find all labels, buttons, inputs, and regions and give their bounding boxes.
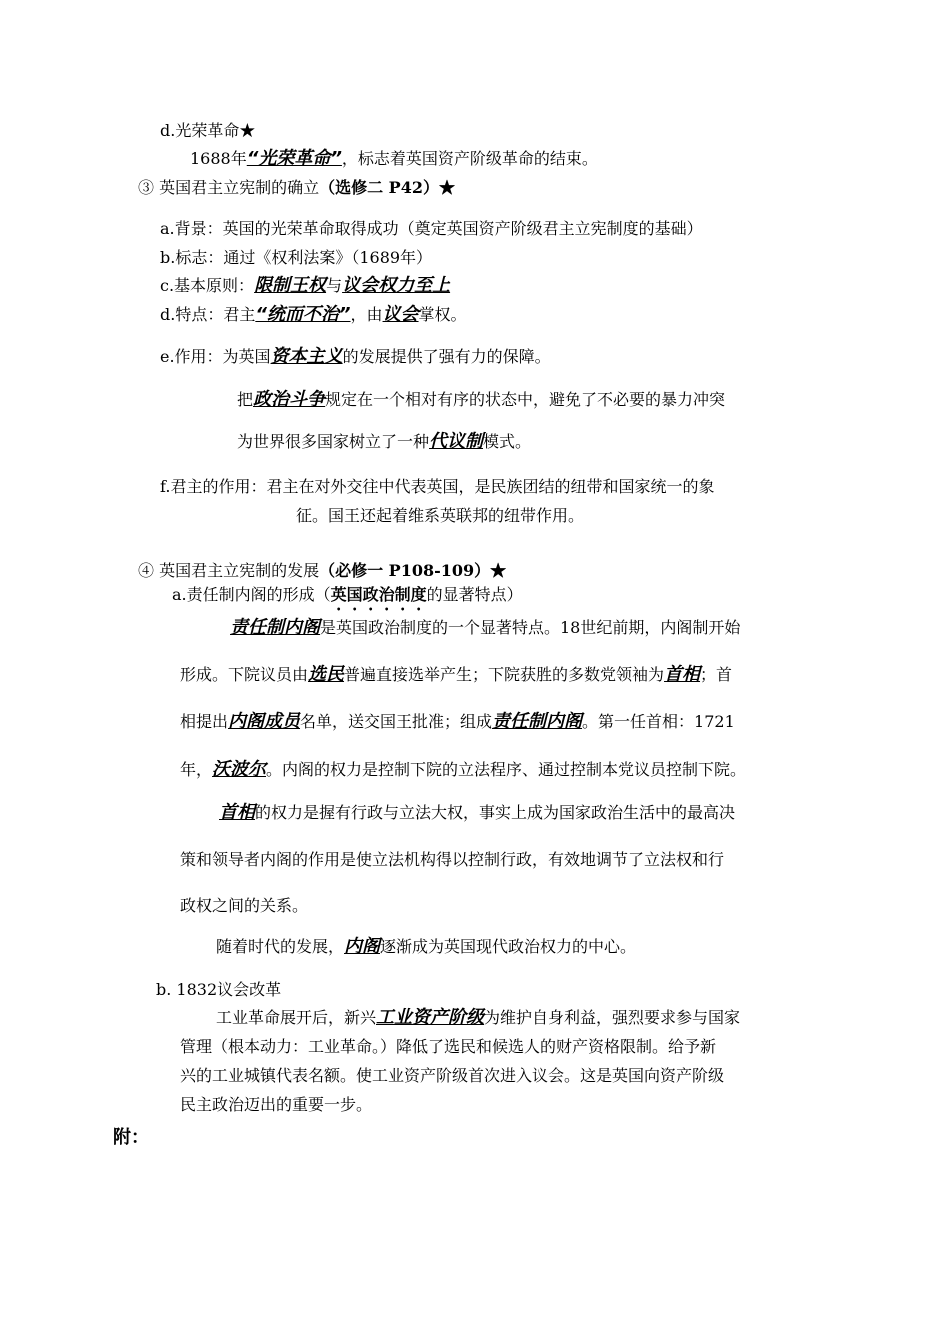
section-heading-establish	[138, 178, 455, 198]
key-term: 议会	[382, 304, 419, 325]
key-term: 代议制	[429, 431, 484, 452]
emphasis-text: 英国政治制度	[330, 585, 427, 604]
text: 形成。下院议员由	[180, 665, 309, 684]
appendix-label: 附：	[113, 1127, 149, 1148]
section-heading-develop	[138, 561, 506, 581]
text: 。第一任首相：1721	[582, 712, 735, 731]
develop-p6: 策和领导者内阁的作用是使立法机构得以控制行政，有效地调节了立法权和行	[180, 850, 725, 869]
establish-principle	[160, 276, 450, 296]
text: ④ 英国君主立宪制的发展	[138, 561, 320, 580]
text: c.基本原则：	[160, 276, 255, 295]
text: 模式。	[483, 432, 532, 451]
establish-role-3	[237, 432, 531, 452]
text: 为维护自身利益，强烈要求参与国家	[484, 1008, 741, 1027]
key-term: 沃波尔	[212, 759, 267, 780]
establish-monarch-1: f.君主的作用：君主在对外交往中代表英国，是民族团结的纽带和国家统一的象	[160, 477, 715, 496]
text: 与	[326, 276, 343, 295]
text: ；首	[700, 665, 733, 684]
develop-p8	[216, 937, 636, 957]
establish-role	[160, 347, 551, 367]
text: 把	[237, 390, 254, 409]
text: ，由	[350, 305, 383, 324]
text: ，标志着英国资产阶级革命的结束。	[341, 149, 598, 168]
glorious-line	[190, 149, 598, 169]
text: 为世界很多国家树立了一种	[237, 432, 430, 451]
text: 工业革命展开后，新兴	[216, 1008, 377, 1027]
develop-p5	[219, 803, 735, 823]
text: 逐渐成为英国现代政治权力的中心。	[380, 937, 637, 956]
text: 普遍直接选举产生；下院获胜的多数党领袖为	[344, 665, 665, 684]
key-term: “统而不治”	[255, 304, 351, 325]
key-term: 内阁成员	[228, 711, 301, 732]
text: 名单，送交国王批准；组成	[300, 712, 493, 731]
text: a.责任制内阁的形成（	[172, 585, 331, 604]
develop-p3	[180, 712, 735, 732]
establish-sign: b.标志：通过《权利法案》（1689年）	[160, 248, 433, 267]
text: 掌权。	[418, 305, 467, 324]
develop-sub-a	[172, 585, 523, 614]
glorious-heading: d.光荣革命★	[160, 121, 256, 140]
develop-p2	[180, 665, 732, 685]
text: 是英国政治制度的一个显著特点。18世纪前期，内阁制开始	[320, 618, 741, 637]
text: （必修一 P108-109）★	[319, 561, 507, 580]
key-term: 议会权力至上	[342, 275, 451, 296]
text: 随着时代的发展，	[216, 937, 345, 956]
establish-feature	[160, 305, 467, 325]
key-term: 限制王权	[254, 275, 327, 296]
key-term: 选民	[308, 664, 345, 685]
text: 的权力是握有行政与立法大权，事实上成为国家政治生活中的最高决	[255, 803, 736, 822]
establish-monarch-2: 征。国王还起着维系英联邦的纽带作用。	[296, 506, 585, 525]
establish-background: a.背景：英国的光荣革命取得成功（奠定英国资产阶级君主立宪制度的基础）	[160, 219, 703, 238]
key-term: “光荣革命”	[246, 148, 342, 169]
text: 的发展提供了强有力的保障。	[342, 347, 551, 366]
key-term: 首相	[664, 664, 701, 685]
develop-b-heading: b. 1832议会改革	[156, 980, 282, 999]
key-term: 政治斗争	[253, 389, 326, 410]
key-term: 内阁	[344, 936, 381, 957]
text: d.特点：君主	[160, 305, 256, 324]
text: 的显著特点）	[426, 585, 523, 604]
text: （选修二 P42）★	[319, 178, 455, 197]
text: 。内阁的权力是控制下院的立法程序、通过控制本党议员控制下院。	[266, 760, 747, 779]
text: 相提出	[180, 712, 229, 731]
text: ③ 英国君主立宪制的确立	[138, 178, 320, 197]
develop-b-line-4: 民主政治迈出的重要一步。	[180, 1095, 373, 1114]
text: e.作用：为英国	[160, 347, 271, 366]
key-term: 工业资产阶级	[376, 1007, 485, 1028]
text: 规定在一个相对有序的状态中，避免了不必要的暴力冲突	[325, 390, 726, 409]
key-term: 责任制内阁	[492, 711, 583, 732]
develop-p7: 政权之间的关系。	[180, 896, 309, 915]
develop-b-line-1	[216, 1008, 740, 1028]
key-term: 首相	[219, 802, 255, 823]
develop-b-line-2: 管理（根本动力：工业革命。）降低了选民和候选人的财产资格限制。给予新	[180, 1037, 717, 1056]
develop-p4	[180, 760, 746, 780]
establish-role-2	[237, 390, 725, 410]
develop-p1	[230, 618, 740, 638]
develop-b-line-3: 兴的工业城镇代表名额。使工业资产阶级首次进入议会。这是英国向资产阶级	[180, 1066, 725, 1085]
key-term: 责任制内阁	[230, 617, 320, 638]
key-term: 资本主义	[270, 346, 343, 367]
text: 年，	[180, 760, 213, 779]
text: 1688年	[190, 149, 247, 168]
